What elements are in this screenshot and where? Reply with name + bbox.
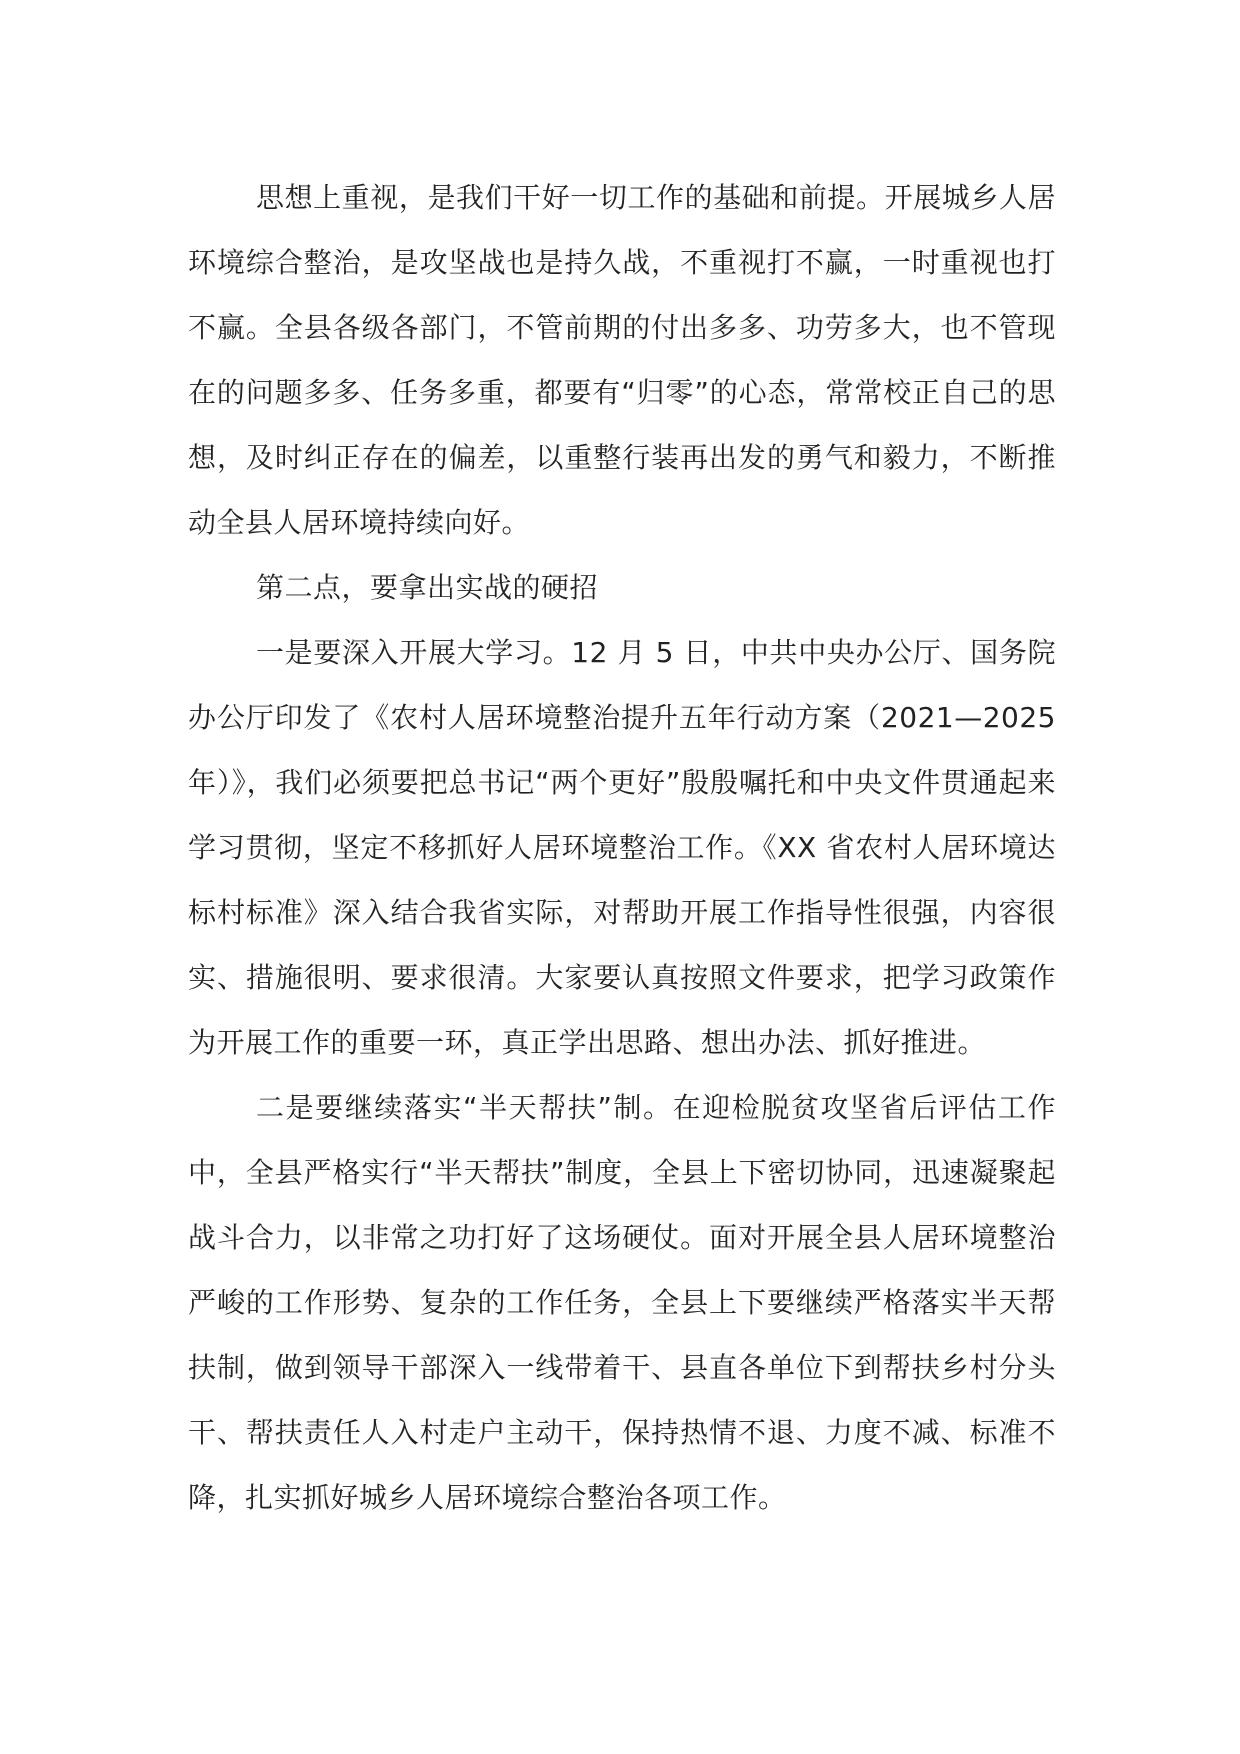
paragraph-ideological-emphasis: 思想上重视，是我们干好一切工作的基础和前提。开展城乡人居环境综合整治，是攻坚战也是持久战，不重视打不赢，一时重视也打不赢。全县各级各部门，不管前期的付出多多、功劳多大，也不管现在的问题多多、任务多重，都要有“归零”的心态，常常校正自己的思想，及时纠正存在的偏差，以重整行装再出发的勇气和毅力，不断推动全县人居环境持续向好。 (188, 181, 1056, 539)
section-heading-second-point: 第二点，要拿出实战的硬招 (256, 571, 599, 604)
document-body (188, 165, 1056, 1530)
paragraph-half-day-assistance: 二是要继续落实“半天帮扶”制。在迎检脱贫攻坚省后评估工作中，全县严格实行“半天帮扶”制度，全县上下密切协同，迅速凝聚起战斗合力，以非常之功打好了这场硬仗。面对开展全县人居环境整治严峻的工作形势、复杂的工作任务，全县上下要继续严格落实半天帮扶制，做到领导干部深入一线带着干、县直各单位下到帮扶乡村分头干、帮扶责任人入村走户主动干，保持热情不退、力度不减、标准不降，扎实抓好城乡人居环境综合整治各项工作。 (188, 1091, 1056, 1514)
paragraph-in-depth-study: 一是要深入开展大学习。12 月 5 日，中共中央办公厅、国务院办公厅印发了《农村人居环境整治提升五年行动方案（2021—2025 年）》，我们必须要把总书记“两个更好”殷殷嘱托和中央文件贯通起来学习贯彻，坚定不移抓好人居环境整治工作。《XX 省农村人居环境达标村标准》深入结合我省实际，对帮助开展工作指导性很强，内容很实、措施很明、要求很清。大家要认真按照文件要求，把学习政策作为开展工作的重要一环，真正学出思路、想出办法、抓好推进。 (188, 636, 1056, 1059)
